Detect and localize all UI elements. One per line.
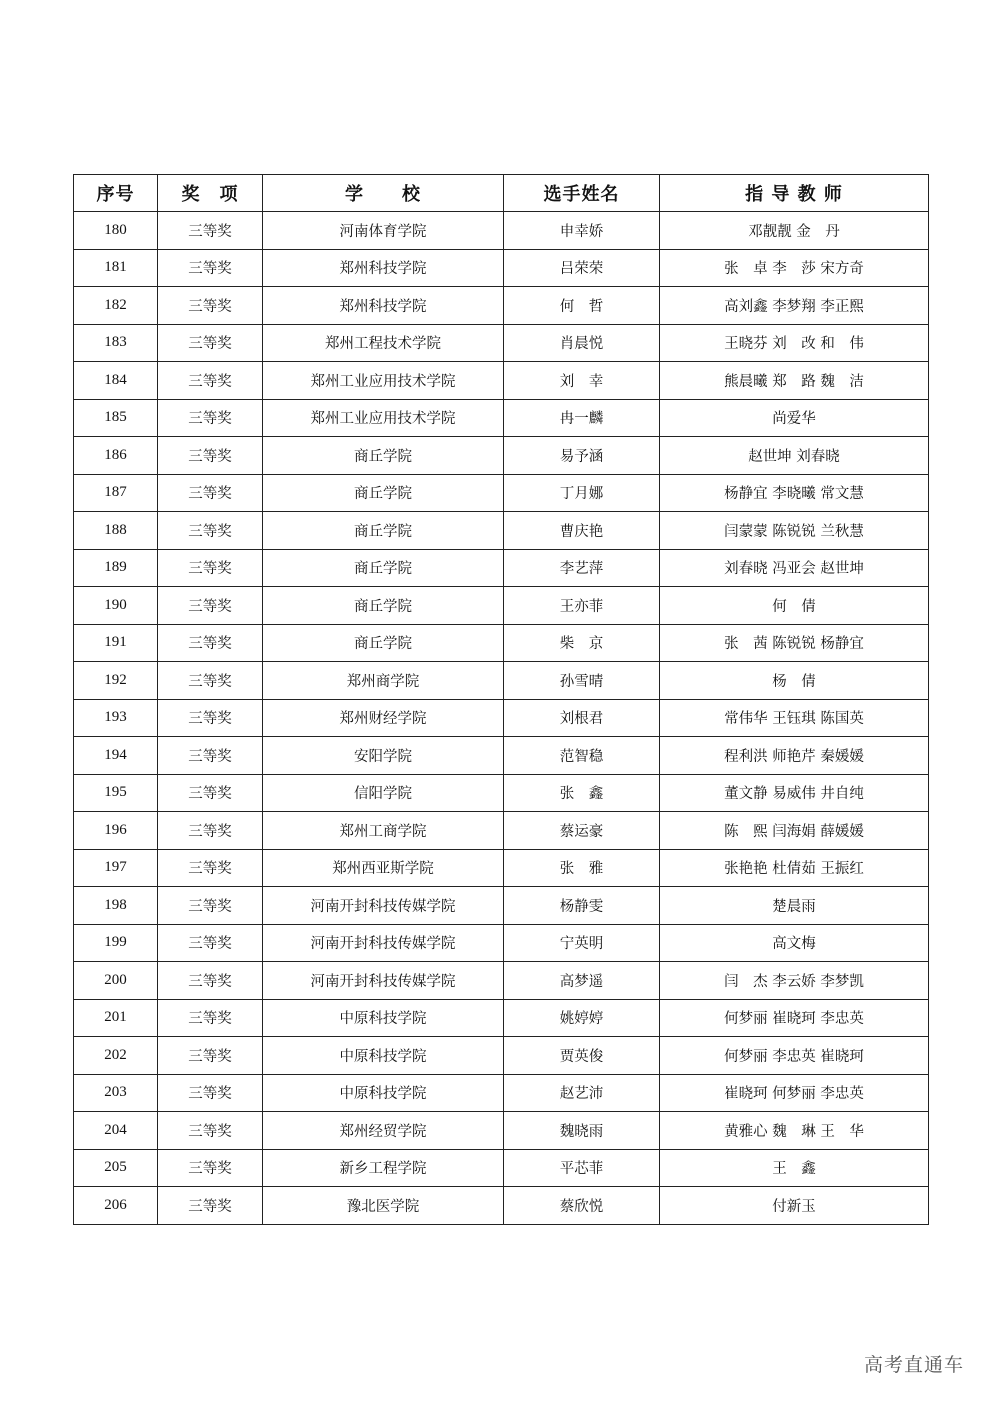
cell-instructors: 陈 熙 闫海娟 薛媛媛 [660, 812, 929, 850]
cell-award: 三等奖 [158, 812, 263, 850]
cell-school: 郑州工业应用技术学院 [263, 362, 504, 400]
header-instructors: 指 导 教 师 [660, 175, 929, 212]
table-row [74, 249, 929, 287]
cell-instructors: 熊晨曦 郑 路 魏 洁 [660, 362, 929, 400]
cell-award: 三等奖 [158, 324, 263, 362]
table-row [74, 1187, 929, 1225]
cell-serial-number: 199 [74, 924, 158, 962]
cell-serial-number: 183 [74, 324, 158, 362]
table-row [74, 1112, 929, 1150]
cell-instructors: 张 茜 陈锐锐 杨静宜 [660, 624, 929, 662]
cell-student-name: 赵艺沛 [504, 1074, 660, 1112]
cell-instructors: 王晓芬 刘 改 和 伟 [660, 324, 929, 362]
cell-instructors: 张艳艳 杜倩茹 王振红 [660, 849, 929, 887]
cell-school: 郑州经贸学院 [263, 1112, 504, 1150]
header-student-name: 选手姓名 [504, 175, 660, 212]
cell-school: 郑州商学院 [263, 662, 504, 700]
cell-student-name: 申幸娇 [504, 212, 660, 250]
cell-instructors: 楚晨雨 [660, 887, 929, 925]
table-row [74, 774, 929, 812]
cell-serial-number: 206 [74, 1187, 158, 1225]
table-body [74, 212, 929, 1225]
cell-award: 三等奖 [158, 399, 263, 437]
table-row [74, 587, 929, 625]
table-row [74, 549, 929, 587]
table-row [74, 324, 929, 362]
cell-award: 三等奖 [158, 924, 263, 962]
cell-instructors: 程利洪 师艳芹 秦媛媛 [660, 737, 929, 775]
cell-award: 三等奖 [158, 849, 263, 887]
cell-student-name: 吕荣荣 [504, 249, 660, 287]
table-row [74, 362, 929, 400]
table-row [74, 399, 929, 437]
cell-school: 安阳学院 [263, 737, 504, 775]
cell-award: 三等奖 [158, 999, 263, 1037]
cell-school: 郑州工商学院 [263, 812, 504, 850]
cell-school: 商丘学院 [263, 624, 504, 662]
cell-award: 三等奖 [158, 1149, 263, 1187]
table-row [74, 1149, 929, 1187]
cell-serial-number: 193 [74, 699, 158, 737]
table-row [74, 1074, 929, 1112]
cell-student-name: 刘 幸 [504, 362, 660, 400]
cell-school: 商丘学院 [263, 474, 504, 512]
cell-instructors: 董文静 易威伟 井自纯 [660, 774, 929, 812]
cell-serial-number: 182 [74, 287, 158, 325]
cell-student-name: 冉一麟 [504, 399, 660, 437]
cell-instructors: 张 卓 李 莎 宋方奇 [660, 249, 929, 287]
cell-award: 三等奖 [158, 1074, 263, 1112]
cell-award: 三等奖 [158, 624, 263, 662]
cell-instructors: 王 鑫 [660, 1149, 929, 1187]
cell-award: 三等奖 [158, 287, 263, 325]
table-row [74, 887, 929, 925]
cell-student-name: 高梦遥 [504, 962, 660, 1000]
cell-school: 郑州财经学院 [263, 699, 504, 737]
cell-award: 三等奖 [158, 362, 263, 400]
cell-award: 三等奖 [158, 774, 263, 812]
cell-school: 豫北医学院 [263, 1187, 504, 1225]
cell-student-name: 平芯菲 [504, 1149, 660, 1187]
cell-student-name: 曹庆艳 [504, 512, 660, 550]
cell-award: 三等奖 [158, 474, 263, 512]
cell-serial-number: 185 [74, 399, 158, 437]
awards-table-container [73, 174, 928, 1225]
cell-school: 中原科技学院 [263, 999, 504, 1037]
cell-award: 三等奖 [158, 962, 263, 1000]
cell-student-name: 魏晓雨 [504, 1112, 660, 1150]
cell-school: 信阳学院 [263, 774, 504, 812]
cell-student-name: 柴 京 [504, 624, 660, 662]
table-row [74, 1037, 929, 1075]
cell-serial-number: 203 [74, 1074, 158, 1112]
cell-instructors: 高刘鑫 李梦翔 李正熙 [660, 287, 929, 325]
cell-instructors: 何梦丽 李忠英 崔晓珂 [660, 1037, 929, 1075]
cell-school: 商丘学院 [263, 437, 504, 475]
cell-serial-number: 196 [74, 812, 158, 850]
cell-instructors: 何 倩 [660, 587, 929, 625]
table-row [74, 999, 929, 1037]
header-serial-number: 序号 [74, 175, 158, 212]
cell-student-name: 张 鑫 [504, 774, 660, 812]
cell-serial-number: 195 [74, 774, 158, 812]
cell-school: 郑州科技学院 [263, 287, 504, 325]
awards-table [73, 174, 929, 1225]
cell-school: 中原科技学院 [263, 1074, 504, 1112]
table-row [74, 474, 929, 512]
cell-serial-number: 205 [74, 1149, 158, 1187]
cell-award: 三等奖 [158, 887, 263, 925]
table-row [74, 512, 929, 550]
cell-serial-number: 189 [74, 549, 158, 587]
cell-instructors: 高文梅 [660, 924, 929, 962]
cell-school: 河南开封科技传媒学院 [263, 962, 504, 1000]
cell-student-name: 刘根君 [504, 699, 660, 737]
cell-student-name: 王亦菲 [504, 587, 660, 625]
cell-serial-number: 200 [74, 962, 158, 1000]
cell-student-name: 孙雪晴 [504, 662, 660, 700]
watermark-text: 高考直通车 [863, 1354, 964, 1376]
cell-student-name: 蔡欣悦 [504, 1187, 660, 1225]
cell-award: 三等奖 [158, 549, 263, 587]
header-school: 学 校 [263, 175, 504, 212]
cell-instructors: 黄雅心 魏 琳 王 华 [660, 1112, 929, 1150]
cell-school: 郑州工程技术学院 [263, 324, 504, 362]
cell-student-name: 姚婷婷 [504, 999, 660, 1037]
cell-award: 三等奖 [158, 587, 263, 625]
cell-award: 三等奖 [158, 737, 263, 775]
table-header-row [74, 175, 929, 212]
table-row [74, 924, 929, 962]
cell-instructors: 杨 倩 [660, 662, 929, 700]
cell-student-name: 张 雅 [504, 849, 660, 887]
cell-school: 商丘学院 [263, 549, 504, 587]
cell-award: 三等奖 [158, 1112, 263, 1150]
table-row [74, 699, 929, 737]
table-row [74, 737, 929, 775]
cell-school: 郑州科技学院 [263, 249, 504, 287]
cell-serial-number: 202 [74, 1037, 158, 1075]
cell-serial-number: 197 [74, 849, 158, 887]
cell-award: 三等奖 [158, 699, 263, 737]
cell-school: 商丘学院 [263, 587, 504, 625]
cell-serial-number: 201 [74, 999, 158, 1037]
cell-school: 商丘学院 [263, 512, 504, 550]
cell-serial-number: 184 [74, 362, 158, 400]
cell-instructors: 刘春晓 冯亚会 赵世坤 [660, 549, 929, 587]
table-row [74, 437, 929, 475]
cell-instructors: 闫蒙蒙 陈锐锐 兰秋慧 [660, 512, 929, 550]
cell-student-name: 宁英明 [504, 924, 660, 962]
cell-instructors: 邓靓靓 金 丹 [660, 212, 929, 250]
cell-school: 河南开封科技传媒学院 [263, 924, 504, 962]
cell-serial-number: 186 [74, 437, 158, 475]
cell-serial-number: 181 [74, 249, 158, 287]
cell-award: 三等奖 [158, 662, 263, 700]
cell-school: 郑州工业应用技术学院 [263, 399, 504, 437]
cell-instructors: 崔晓珂 何梦丽 李忠英 [660, 1074, 929, 1112]
table-row [74, 287, 929, 325]
cell-instructors: 付新玉 [660, 1187, 929, 1225]
cell-award: 三等奖 [158, 1187, 263, 1225]
cell-serial-number: 188 [74, 512, 158, 550]
cell-school: 河南开封科技传媒学院 [263, 887, 504, 925]
cell-student-name: 李艺萍 [504, 549, 660, 587]
cell-serial-number: 187 [74, 474, 158, 512]
cell-school: 河南体育学院 [263, 212, 504, 250]
cell-instructors: 常伟华 王钰琪 陈国英 [660, 699, 929, 737]
table-row [74, 812, 929, 850]
cell-serial-number: 190 [74, 587, 158, 625]
table-row [74, 849, 929, 887]
cell-award: 三等奖 [158, 212, 263, 250]
cell-school: 郑州西亚斯学院 [263, 849, 504, 887]
cell-award: 三等奖 [158, 437, 263, 475]
cell-serial-number: 192 [74, 662, 158, 700]
cell-instructors: 闫 杰 李云娇 李梦凯 [660, 962, 929, 1000]
cell-serial-number: 198 [74, 887, 158, 925]
cell-student-name: 蔡运豪 [504, 812, 660, 850]
cell-student-name: 范智稳 [504, 737, 660, 775]
cell-award: 三等奖 [158, 1037, 263, 1075]
cell-award: 三等奖 [158, 249, 263, 287]
cell-instructors: 尚爱华 [660, 399, 929, 437]
cell-instructors: 杨静宜 李晓曦 常文慧 [660, 474, 929, 512]
cell-serial-number: 194 [74, 737, 158, 775]
table-row [74, 962, 929, 1000]
cell-serial-number: 204 [74, 1112, 158, 1150]
cell-award: 三等奖 [158, 512, 263, 550]
cell-serial-number: 180 [74, 212, 158, 250]
cell-student-name: 易予涵 [504, 437, 660, 475]
table-row [74, 662, 929, 700]
cell-school: 中原科技学院 [263, 1037, 504, 1075]
cell-student-name: 肖晨悦 [504, 324, 660, 362]
table-row [74, 212, 929, 250]
cell-student-name: 丁月娜 [504, 474, 660, 512]
cell-serial-number: 191 [74, 624, 158, 662]
table-row [74, 624, 929, 662]
cell-student-name: 贾英俊 [504, 1037, 660, 1075]
cell-student-name: 杨静雯 [504, 887, 660, 925]
cell-student-name: 何 哲 [504, 287, 660, 325]
cell-school: 新乡工程学院 [263, 1149, 504, 1187]
cell-instructors: 何梦丽 崔晓珂 李忠英 [660, 999, 929, 1037]
cell-instructors: 赵世坤 刘春晓 [660, 437, 929, 475]
header-award: 奖 项 [158, 175, 263, 212]
